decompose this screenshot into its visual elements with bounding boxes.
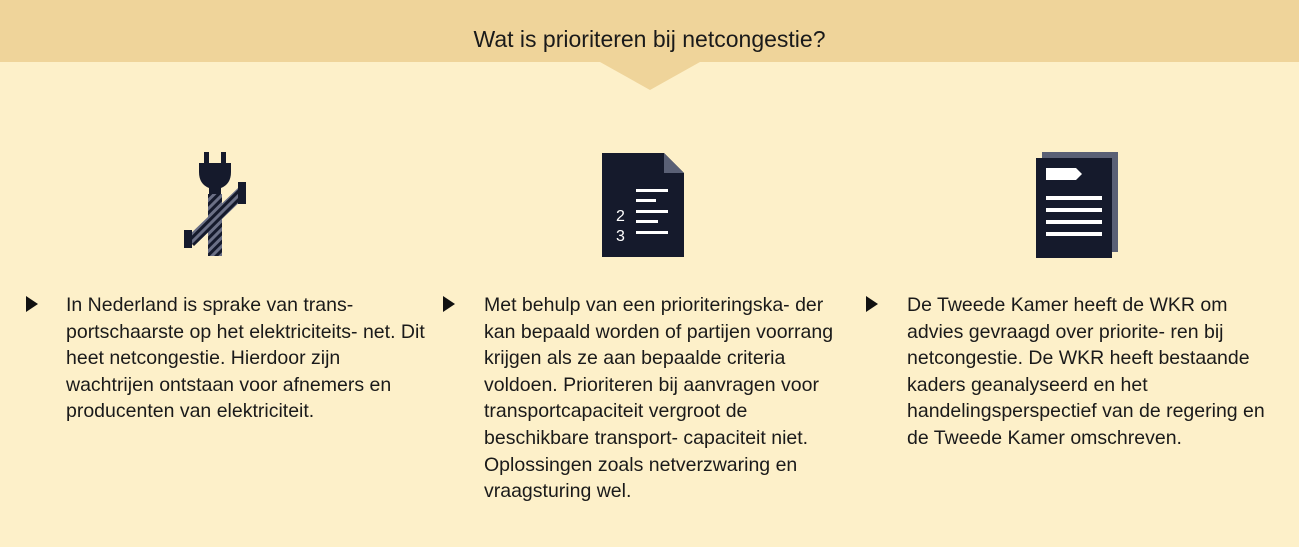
numbered-list-document-icon [602,153,684,262]
page-title: Wat is prioriteren bij netcongestie? [473,26,826,52]
bullet-arrow-icon [443,296,455,312]
bullet-arrow-icon [26,296,38,312]
column-2-text: Met behulp van een prioriteringska- der kan bepaald worden of partijen voorrang krijgen als ze aan bepaalde criteria voldoen. Prioriteren bij aanvragen voor transportcapaciteit vergroot de beschikbare transport- capaciteit niet. Oplossingen zoals netverzwaring en vraagsturing wel. [484,294,834,503]
bullet-arrow-icon [866,296,878,312]
report-document-icon [1036,152,1120,263]
title-banner [0,0,1299,90]
list-number: 2 [616,208,625,225]
column-1-text: In Nederland is sprake van trans- portschaarste op het elektriciteits- net. Dit heet netcongestie. Hierdoor zijn wachtrijen ontstaan voor afnemers en producenten van elektriciteit. [66,294,425,423]
list-number: 3 [616,228,625,245]
plug-crossed-icon [180,150,252,263]
column-3-text: De Tweede Kamer heeft de WKR om advies gevraagd over priorite- ren bij netcongestie. De WKR heeft bestaande kaders geanalyseerd en het handelingsperspectief van de regering en de Tweede Kamer omschreven. [907,294,1265,449]
